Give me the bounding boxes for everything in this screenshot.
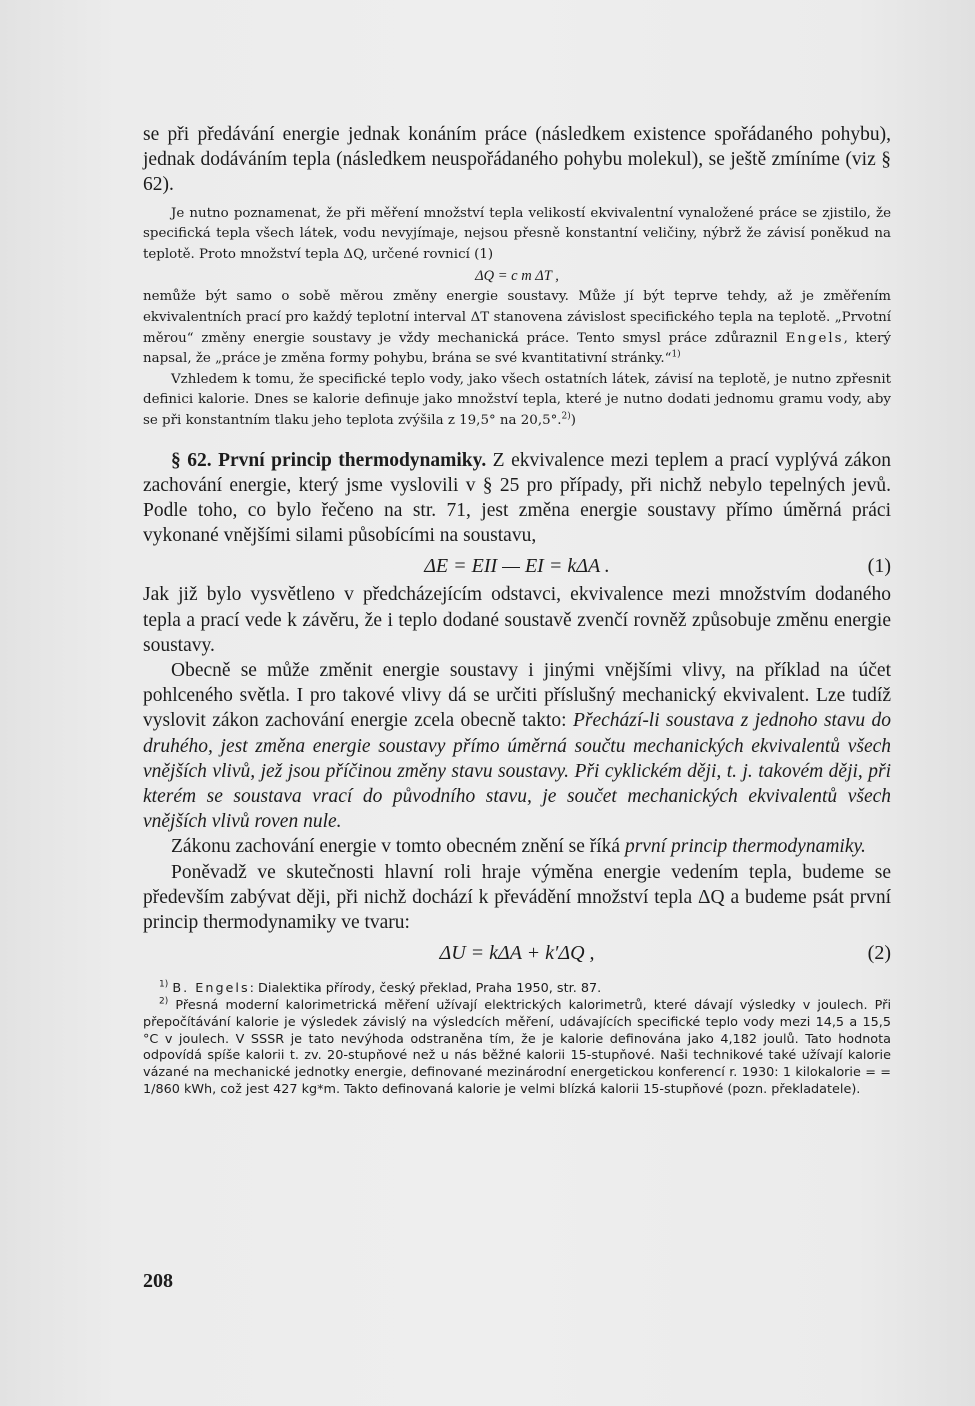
footnote-ref-2: 2) (561, 411, 571, 422)
section-mark: § 62. (171, 449, 212, 471)
section-title: První princip thermodynamiky. (218, 449, 487, 471)
footnote-ref-1: 1) (671, 349, 681, 360)
paragraph-b-italic: Přechází-li soustava z jednoho stavu do druhého, jest změna energie soustavy přímo úměrná součtu mechanických ekvivalentů všech vnějších vlivů, jež jsou příčinou změny stavu soustavy. Při cyklickém ději, t. j. takovém ději, při kterém se soustava vrací do původního stavu, je součet mechanických ekvivalentů všech vnějších vlivů roven nule. (143, 710, 892, 833)
note2-text-b: , který napsal, že „práce je změna formy pohybu, brána se své kvantitativní stránky.“ (143, 330, 891, 367)
footnote-2-mark: 2) (159, 996, 169, 1007)
footnote-2-text: Přesná moderní kalorimetrická měření užívají elektrických kalorimetrů, které dávají výsledky v joulech. Při přepočítávání kalorie je výsledek závislý na výsledcích měření, udávajících specifické teplo vody mezi 14,5 a 15,5 °C v joulech. V SSSR je tato nevýhoda odstraněna tím, že je kalorie definována jako 4,182 joulů. Tato hodnota odpovídá spíše kalorii t. zv. 20-stupňové než u nás běžné kalorii 15-stupňové. Naši technikové také užívají kalorie vázané na mechanické jednotky energie, definované mezinárodní energetickou konferencí r. 1930: 1 kilokalorie = = 1/860 kWh, což jest 427 kg*m. Takto definovaná kalorie je velmi blízká kalorii 15-stupňové (pozn. překladatele). (143, 998, 891, 1097)
equation-2-number: (2) (867, 942, 891, 965)
equation-2 (143, 939, 891, 967)
footnote-1-text: : Dialektika přírody, český překlad, Praha 1950, str. 87. (249, 981, 602, 997)
note-paragraph-1: Je nutno poznamenat, že při měření množství tepla velikostí ekvivalentní vynaložené práce se zjistilo, že specifická tepla všech látek, vodu nevyjímaje, nejsou přesně konstantní veličiny, nýbrž že závisí poněkud na teplotě. Proto množství tepla ΔQ, určené rovnicí (1) (143, 205, 891, 262)
equation-1 (143, 552, 891, 580)
paragraph-c-text: Zákonu zachování energie v tomto obecném znění se říká (171, 836, 625, 858)
paragraph-intro: se při předávání energie jednak konáním práce (následkem existence spořádaného pohybu), jednak dodáváním tepla (následkem neuspořádaného pohybu molekul), se ještě zmíníme (viz § 62). (143, 124, 891, 196)
note3-text: Vzhledem k tomu, že specifické teplo vody, jako všech ostatních látek, závisí na teplotě, je nutno zpřesnit definici kalorie. Dnes se kalorie definuje jako množství tepla, které je nutno dodati jednomu gramu vody, aby se při konstantním tlaku jeho teplota zvýšila z 19,5° na 20,5°. (143, 371, 891, 428)
paragraph-b (143, 658, 891, 834)
author-name-engels: Engels (785, 330, 844, 346)
page-number: 208 (143, 1270, 173, 1292)
section-62-paragraph (143, 448, 891, 549)
footnotes (143, 981, 891, 1099)
footnote-1-author: B. Engels (172, 981, 250, 997)
footnote-1 (143, 981, 891, 998)
note-paragraph-2 (143, 287, 891, 369)
footnote-1-mark: 1) (159, 979, 169, 990)
equation-2-formula: ΔU = kΔA + k′ΔQ , (439, 942, 595, 965)
paragraph-d: Poněvadž ve skutečnosti hlavní roli hraje výměna energie vedením tepla, budeme se především zabývat ději, při nichž dochází k převádění množství tepla ΔQ a budeme psát první princip thermodynamiky ve tvaru: (143, 861, 891, 933)
footnote-2 (143, 998, 891, 1099)
paragraph-a: Jak již bylo vysvětleno v předcházejícím odstavci, ekvivalence mezi množstvím dodaného tepla a prací vede k závěru, že i teplo dodané soustavě zvenčí rovněž způsobuje změnu energie soustavy. (143, 584, 891, 656)
note2-text-a: nemůže být samo o sobě měrou změny energie soustavy. Může jí být teprve tehdy, až je změřením ekvivalentních prací pro každý teplotní interval ΔT stanovena závislost specifického tepla na teplotě. „Prvotní měrou“ změny energie soustavy je vždy mechanická práce. Tento smysl práce zdůraznil (143, 289, 891, 346)
equation-small: ΔQ = c m ΔT , (475, 268, 559, 285)
equation-1-formula: ΔE = EII — EI = kΔA . (424, 555, 610, 578)
paragraph-c (143, 834, 891, 859)
paragraph-c-italic: první princip thermodynamiky. (624, 836, 866, 858)
paragraph-b-text: Obecně se může změnit energie soustavy i jinými vnějšími vlivy, na příklad na účet pohlceného světla. I pro takové vlivy dá se určiti příslušný mechanický ekvivalent. Lze tudíž vyslovit zákon zachování energie zcela obecně takto: (143, 659, 891, 732)
equation-1-number: (1) (867, 555, 891, 578)
note-paragraph-3: Vzhledem k tomu, že specifické teplo vody, jako všech ostatních látek, závisí na teplotě, je nutno zpřesnit definici kalorie. Dnes se kalorie definuje jako množství tepla, které je nutno dodati jednomu gramu vody, aby se při konstantním tlaku jeho teplota zvýšila z 19,5° na 20,5°.$^{2)}$) (143, 371, 891, 428)
section-intro-text: Z ekvivalence mezi teplem a prací vyplývá zákon zachování energie, který jsme vyslovili v § 25 pro případy, při nichž nebylo tepelných jevů. Podle toho, co bylo řečeno na str. 71, jest změna energie soustavy přímo úměrná práci vykonané vnějšími silami působícími na soustavu, (143, 449, 892, 547)
